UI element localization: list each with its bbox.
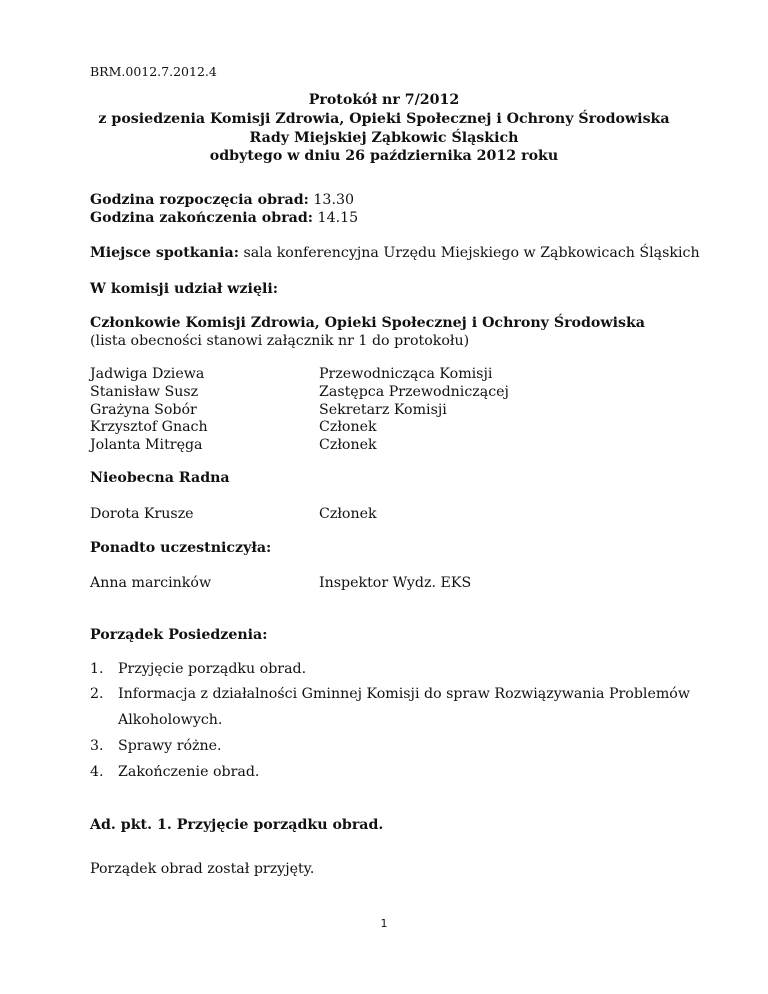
member-name: Jadwiga Dziewa bbox=[90, 366, 205, 382]
attendance-note: (lista obecności stanowi załącznik nr 1 do protokołu) bbox=[90, 333, 470, 349]
start-time bbox=[90, 192, 354, 208]
document-subtitle: z posiedzenia Komisji Zdrowia, Opieki Społecznej i Ochrony Środowiska bbox=[98, 111, 670, 127]
member-name: Krzysztof Gnach bbox=[90, 419, 208, 435]
member-name: Stanisław Susz bbox=[90, 384, 199, 400]
start-time-value: 13.30 bbox=[308, 192, 355, 208]
agenda-item-number: 4. bbox=[90, 764, 104, 780]
member-role: Członek bbox=[319, 419, 377, 435]
absent-heading: Nieobecna Radna bbox=[90, 470, 230, 486]
document-reference: BRM.0012.7.2012.4 bbox=[90, 64, 217, 79]
agenda-item-text: Sprawy różne. bbox=[118, 738, 222, 754]
also-present-role: Inspektor Wydz. EKS bbox=[319, 575, 472, 591]
absent-name: Dorota Krusze bbox=[90, 506, 194, 522]
section-heading: Ad. pkt. 1. Przyjęcie porządku obrad. bbox=[90, 817, 384, 833]
absent-role: Członek bbox=[319, 506, 377, 522]
agenda-item-text: Przyjęcie porządku obrad. bbox=[118, 661, 307, 677]
document-subtitle: odbytego w dniu 26 października 2012 roku bbox=[209, 148, 559, 164]
start-time-label: Godzina rozpoczęcia obrad: bbox=[90, 192, 309, 208]
meeting-place-label: Miejsce spotkania: bbox=[90, 245, 239, 261]
agenda-heading: Porządek Posiedzenia: bbox=[90, 627, 268, 643]
document-title: Protokół nr 7/2012 bbox=[308, 92, 460, 108]
agenda-item-number: 2. bbox=[90, 686, 104, 702]
member-role: Przewodnicząca Komisji bbox=[319, 366, 493, 382]
agenda-item-text: Zakończenie obrad. bbox=[118, 764, 260, 780]
end-time-value: 14.15 bbox=[313, 210, 359, 226]
member-role: Sekretarz Komisji bbox=[319, 402, 447, 418]
agenda-item-number: 3. bbox=[90, 738, 104, 754]
meeting-place-value: sala konferencyjna Urzędu Miejskiego w Ząbkowicach Śląskich bbox=[238, 245, 700, 261]
document-subtitle: Rady Miejskiej Ząbkowic Śląskich bbox=[249, 130, 519, 146]
agenda-item-text: Informacja z działalności Gminnej Komisji do spraw Rozwiązywania Problemów bbox=[118, 686, 690, 702]
end-time-label: Godzina zakończenia obrad: bbox=[90, 210, 314, 226]
meeting-place bbox=[90, 245, 700, 261]
also-present-heading: Ponadto uczestniczyła: bbox=[90, 540, 272, 556]
members-heading: Członkowie Komisji Zdrowia, Opieki Społecznej i Ochrony Środowiska bbox=[90, 315, 646, 331]
page-number: 1 bbox=[380, 917, 388, 930]
member-role: Zastępca Przewodniczącej bbox=[319, 384, 509, 400]
member-name: Jolanta Mitręga bbox=[90, 437, 203, 453]
agenda-item-number: 1. bbox=[90, 661, 104, 677]
section-text: Porządek obrad został przyjęty. bbox=[90, 861, 315, 877]
end-time bbox=[90, 210, 358, 226]
member-role: Członek bbox=[319, 437, 377, 453]
member-name: Grażyna Sobór bbox=[90, 402, 197, 418]
participants-heading: W komisji udział wzięli: bbox=[90, 281, 278, 297]
agenda-item-text: Alkoholowych. bbox=[118, 712, 223, 728]
also-present-name: Anna marcinków bbox=[90, 575, 212, 591]
